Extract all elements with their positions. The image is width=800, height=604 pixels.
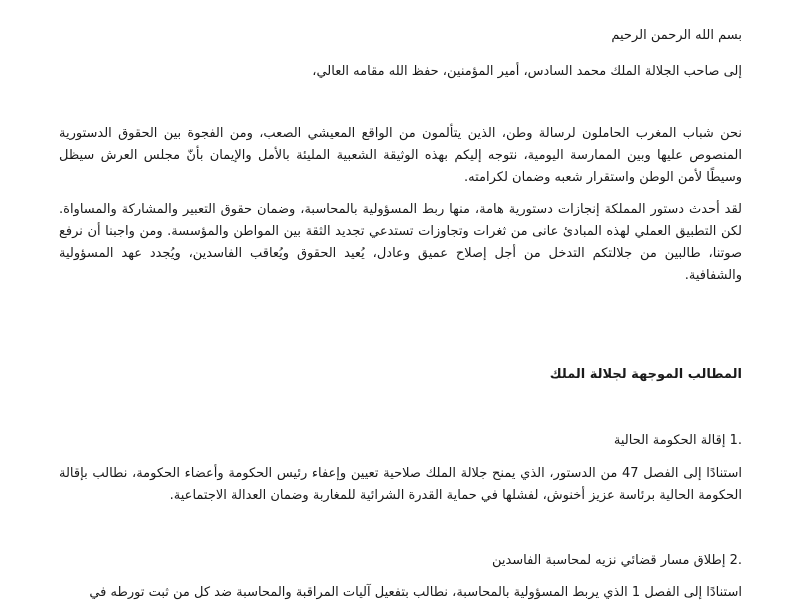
demand-2-number: .2 [729,553,742,568]
constitution-paragraph: لقد أحدث دستور المملكة إنجازات دستورية هامة، منها ربط المسؤولية بالمحاسبة، وضمان حقوق التعبير والمشاركة والمساواة. لكن التطبيق العملي لهذه المبادئ عانى من ثغرات وتجاوزات تستدعي تجديد الثقة بين المواطن والمؤسسة. ومن واجبنا أن نرفع صوتنا، طالبين من جلالتكم التدخل من أجل إصلاح عميق وعادل، يُعيد الحقوق ويُعاقب الفاسدين، ويُجدد عهد المسؤولية والشفافية. [59,202,742,283]
demand-1-title: إقالة الحكومة الحالية [613,433,726,448]
demand-2-body: استنادًا إلى الفصل 1 الذي يربط المسؤولية بالمحاسبة، نطالب بتفعيل آليات المراقبة والمحاسبة ضد كل من ثبت تورطه في [89,585,742,600]
demands-heading: المطالب الموجهة لجلالة الملك [549,367,742,382]
salutation: إلى صاحب الجلالة الملك محمد السادس، أمير المؤمنين، حفظ الله مقامه العالي، [312,64,742,79]
demand-1-number: .1 [729,433,742,448]
demand-1-heading [614,430,742,452]
basmala: بسم الله الرحمن الرحيم [611,28,742,43]
intro-paragraph: نحن شباب المغرب الحاملون لرسالة وطن، الذين يتألمون من الواقع المعيشي الصعب، ومن الفجوة بين الحقوق الدستورية المنصوص عليها وبين الممارسة اليومية، نتوجه إليكم بهذه الوثيقة الشعبية المليئة بالأمل والإيمان بأنّ مجلس العرش سيظل وسيطًا لأمن الوطن واستقرار شعبه وضمان لكرامته. [59,126,742,185]
demand-1-body: استنادًا إلى الفصل 47 من الدستور، الذي يمنح جلالة الملك صلاحية تعيين وإعفاء رئيس الحكومة وأعضاء الحكومة، نطالب بإقالة الحكومة الحالية برئاسة عزيز أخنوش، لفشلها في حماية القدرة الشرائية للمغاربة وضمان العدالة الاجتماعية. [59,466,742,503]
demand-2-title: إطلاق مسار قضائي نزيه لمحاسبة الفاسدين [491,553,726,568]
demand-2-heading [492,550,742,572]
